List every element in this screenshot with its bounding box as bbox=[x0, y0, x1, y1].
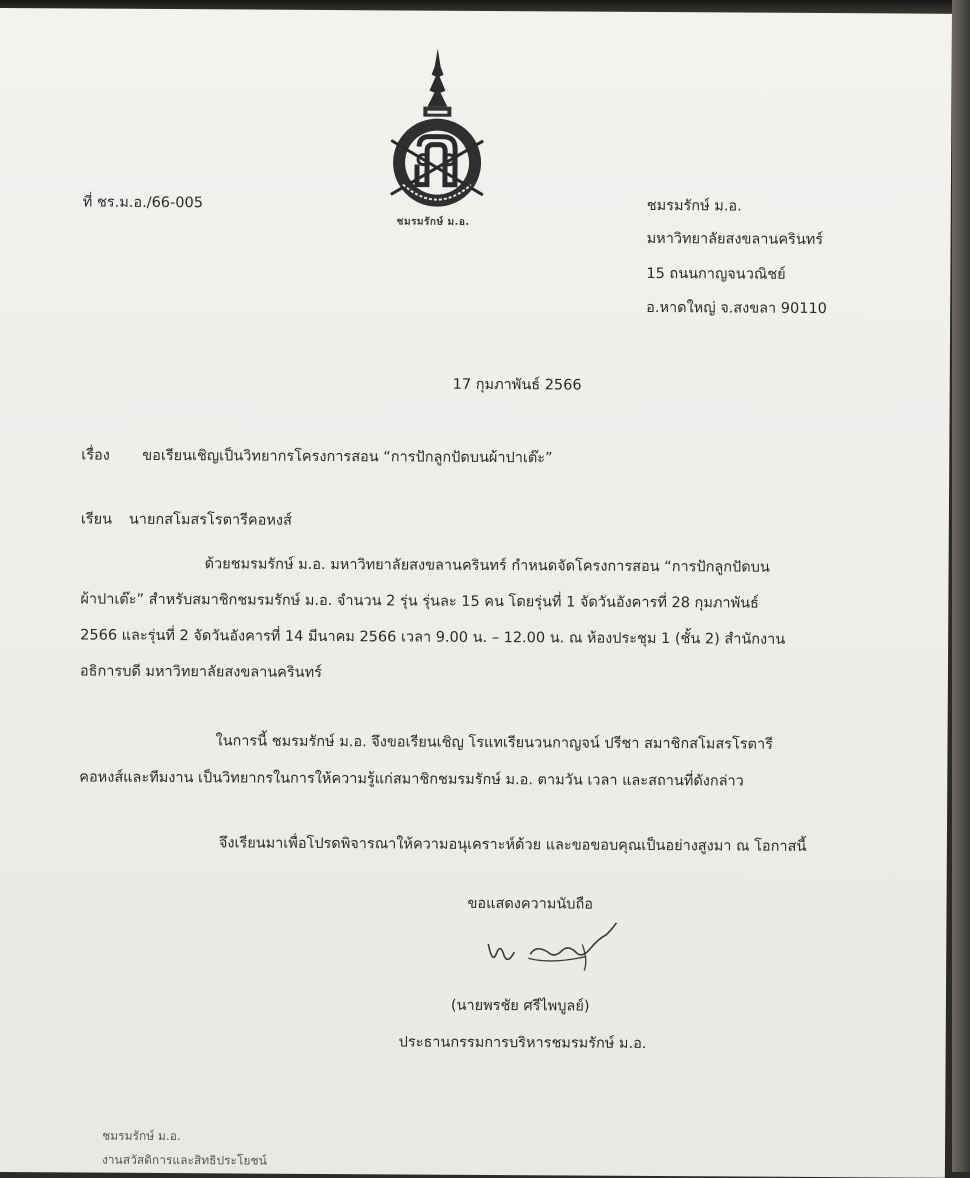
footer-line: งานสวัสดิการและสิทธิประโยชน์ bbox=[101, 1152, 267, 1168]
body-paragraph-line: ด้วยชมรมรักษ์ ม.อ. มหาวิทยาลัยสงขลานครินทร์ กำหนดจัดโครงการสอน “การปักลูกปัดบน bbox=[204, 556, 770, 576]
signer-name: (นายพรชัย ศรีไพบูลย์) bbox=[450, 997, 590, 1015]
body-paragraph-line: ผ้าปาเต๊ะ” สำหรับสมาชิกชมรมรักษ์ ม.อ. จำนวน 2 รุ่น รุ่นละ 15 คน โดยรุ่นที่ 1 จัดวันอังคารที่ 28 กุมภาพันธ์ bbox=[80, 591, 759, 612]
salutation-label: เรียน bbox=[80, 511, 113, 528]
body-paragraph-line: 2566 และรุ่นที่ 2 จัดวันอังคารที่ 14 มีนาคม 2566 เวลา 9.00 น. – 12.00 น. ณ ห้องประชุม 1 (ชั้น 2) สำนักงาน bbox=[80, 627, 786, 648]
handwritten-signature bbox=[470, 914, 620, 985]
subject-text: ขอเรียนเชิญเป็นวิทยากรโครงการสอน “การปักลูกปัดบนผ้าปาเต๊ะ” bbox=[142, 447, 553, 467]
salutation-text: นายกสโมสรโรตารีคอหงส์ bbox=[128, 511, 292, 529]
closing-phrase: ขอแสดงความนับถือ bbox=[467, 895, 594, 913]
signer-title: ประธานกรรมการบริหารชมรมรักษ์ ม.อ. bbox=[398, 1034, 647, 1052]
sender-address-line: มหาวิทยาลัยสงขลานครินทร์ bbox=[646, 230, 824, 249]
body-paragraph-line: จึงเรียนมาเพื่อโปรดพิจารณาให้ความอนุเคราะห์ด้วย และขอขอบคุณเป็นอย่างสูงมา ณ โอกาสนี้ bbox=[218, 835, 807, 855]
letter-date: 17 กุมภาพันธ์ 2566 bbox=[452, 376, 582, 394]
sender-address-line: ชมรมรักษ์ ม.อ. bbox=[646, 197, 742, 215]
sender-address-line: 15 ถนนกาญจนวณิชย์ bbox=[646, 265, 786, 283]
logo-caption: ชมรมรักษ์ ม.อ. bbox=[396, 216, 470, 228]
letter-page bbox=[0, 8, 952, 1178]
university-seal-logo bbox=[383, 44, 492, 209]
body-paragraph-line: ในการนี้ ชมรมรักษ์ ม.อ. จึงขอเรียนเชิญ โรแทเรียนวนกาญจน์ ปรีชา สมาชิกสโมสรโรตารี bbox=[215, 733, 773, 753]
body-paragraph-line: คอหงส์และทีมงาน เป็นวิทยากรในการให้ความรู้แก่สมาชิกชมรมรักษ์ ม.อ. ตามวัน เวลา และสถานที่ดังกล่าว bbox=[79, 769, 744, 790]
sender-address-line: อ.หาดใหญ่ จ.สงขลา 90110 bbox=[646, 299, 827, 318]
body-paragraph-line: อธิการบดี มหาวิทยาลัยสงขลานครินทร์ bbox=[79, 663, 323, 681]
subject-label: เรื่อง bbox=[81, 447, 110, 464]
photo-background-right bbox=[952, 0, 970, 1172]
document-number: ที่ ชร.ม.อ./66-005 bbox=[82, 194, 204, 212]
footer-line: ชมรมรักษ์ ม.อ. bbox=[102, 1128, 181, 1144]
